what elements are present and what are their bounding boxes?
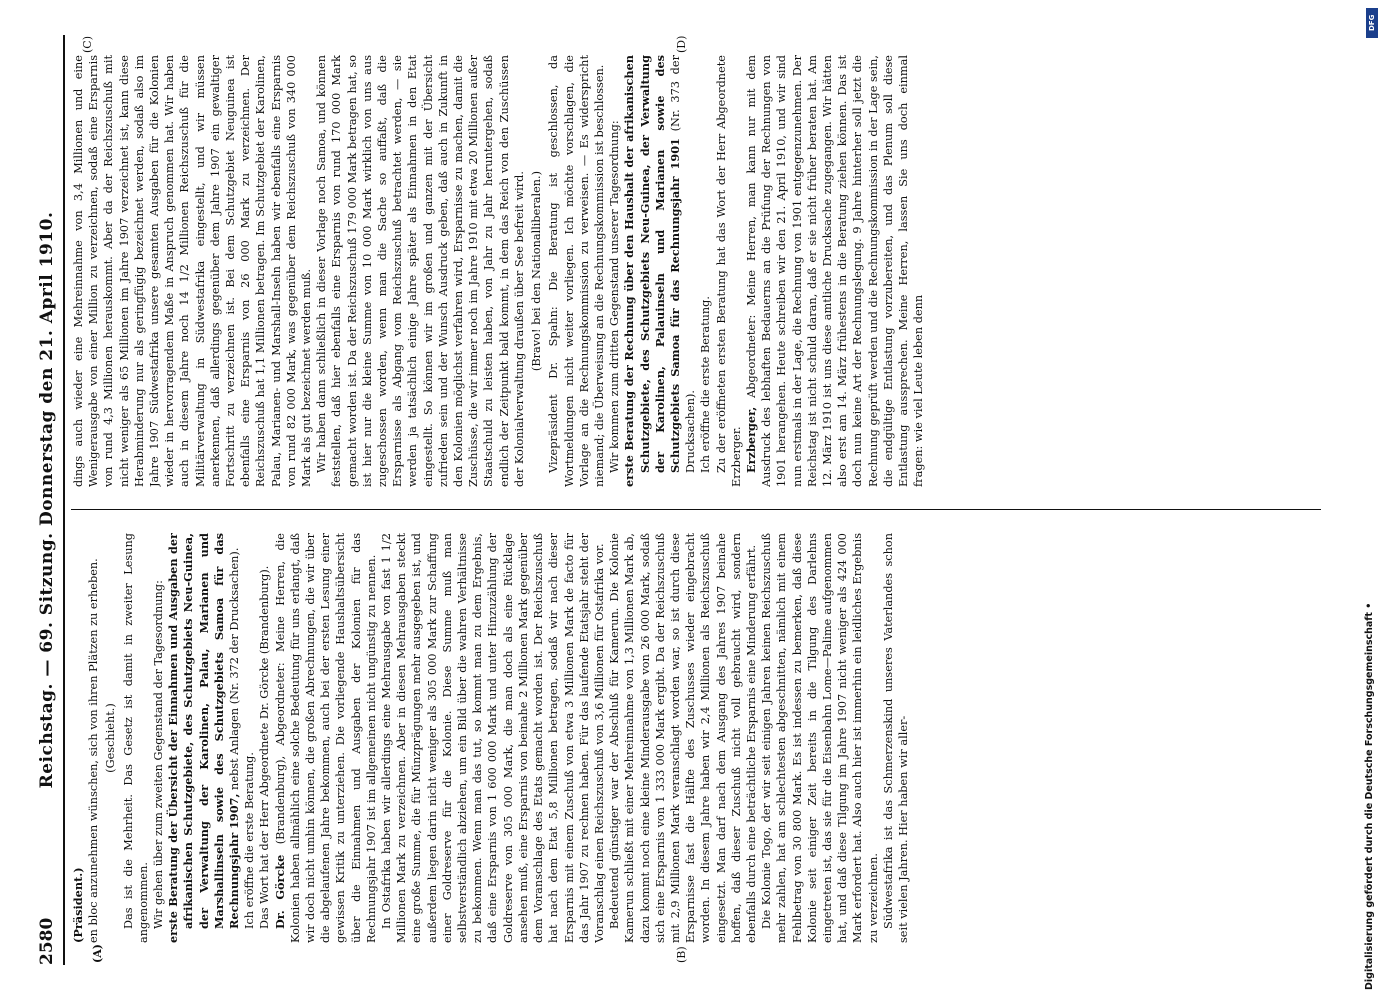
- margin-mark-d: (D): [675, 35, 688, 53]
- paragraph: Südwestafrika ist das Schmerzenskind unseres Vaterlandes schon seit vielen Jahren. Hier haben wir aller-: [881, 533, 910, 943]
- paragraph: Zu der eröffneten ersten Beratung hat das Wort der Herr Abgeordnete Erzberger.: [714, 55, 743, 487]
- speech-paragraph: [273, 533, 379, 943]
- page-number: 2580: [37, 917, 57, 965]
- margin-mark-b: (B): [675, 946, 688, 963]
- speaker-name: Dr. Görcke: [272, 854, 287, 929]
- stage-direction: (Bravo! bei den Nationalliberalen.): [530, 170, 544, 372]
- speaker-name: Erzberger,: [743, 406, 758, 473]
- dfg-logo: DFG: [1366, 8, 1378, 38]
- speaker-label-president: (Präsident.): [71, 867, 85, 943]
- margin-mark-a: (A): [91, 944, 104, 963]
- column-divider: [71, 509, 1321, 510]
- page-header: [35, 35, 63, 965]
- agenda-item: [166, 533, 242, 943]
- stage-direction: (Geschieht.): [104, 703, 118, 773]
- paragraph: en bloc anzunehmen wünschen, sich von ihren Plätzen zu erheben.: [87, 558, 101, 943]
- speech-text: Abgeordneter: Meine Herren, man kann nur mit dem Ausdruck des lebhaften Bedauerns an die Prüfung der Rechnungen von 1901 herangehen. Heute schreiben wir den 21. April 1910, und wir sind nun erstmals in der Lage, die Rechnung von 1901 entgegenzunehmen. Der Reichstag ist nicht schuld daran, daß er sie nicht früher beraten hat. Am 12. März 1910 ist uns diese amtliche Drucksache zugegangen. Wir hätten also erst am 14. März frühestens in die Beratung ziehen können. Das ist doch nun keine Art der Rechnungslegung. 9 Jahre hinterher soll jetzt die Rechnung geprüft werden und die Rechnungskommission in der Lage sein, die endgültige Entlastung vorzubereiten, und das Plenum soll diese Entlastung aussprechen. Meine Herren, lassen Sie uns doch einmal fragen: wie viel Leute leben denn: [744, 55, 926, 487]
- agenda-item-note: (Nr. 373 der Drucksachen).: [668, 55, 698, 473]
- speech-paragraph: [744, 55, 926, 487]
- paragraph: In Ostafrika haben wir allerdings eine Mehrausgabe von fast 1 1/2 Millionen Mark zu verzeichnen. Aber in diesen Mehrausgaben steckt eine große Summe, die für Münzprägungen mehr ausgegeben ist, und außerdem liegen darin nicht weniger als 305 000 Mark zur Schaffung einer Goldreserve für die Kolonie. Diese Summe muß man selbstverständlich abziehen, um ein Bild über die wahren Verhältnisse zu bekommen. Wenn man das tut, so kommt man zu dem Ergebnis, daß eine Ersparnis von 1 600 000 Mark und unter Hinzuzählung der Goldreserve von 305 000 Mark, die man doch als eine Rücklage ansehen muß, eine Ersparnis von beinahe 2 Millionen Mark gegenüber dem Voranschlage des Etats gemacht worden ist. Der Reichszuschuß hat nach dem Etat 5,8 Millionen betragen, sodaß wir nach dieser Ersparnis mit einem Zuschuß von etwa 3 Millionen Mark de facto für das Jahr 1907 zu rechnen haben. Für das laufende Etatsjahr steht der Voranschlag einen Reichszuschuß von 3,6 Millionen für Ostafrika vor.: [380, 533, 606, 943]
- right-column: [71, 55, 1321, 487]
- paragraph: Vizepräsident Dr. Spahn: Die Beratung ist geschlossen, da Wortmeldungen nicht weiter vorliegen. Ich möchte vorschlagen, die Vorlage an die Rechnungskommission zu verweisen. — Es widerspricht niemand; die Überweisung an die Rechnungskommission ist beschlossen.: [547, 55, 606, 487]
- paragraph: Das Wort hat der Herr Abgeordnete Dr. Görcke (Brandenburg).: [258, 565, 272, 929]
- speech-text: (Brandenburg), Abgeordneter: Meine Herren, die Kolonien haben allmählich eine solche Bedeutung für uns erlangt, daß wir doch nicht umhin können, die großen Abrechnungen, die wir über die abgelaufenen Jahre bekommen, auch bei der ersten Lesung einer gewissen Kritik zu unterziehen. Die vorliegende Haushaltsübersicht über die Einnahmen und Ausgaben der Kolonien für das Rechnungsjahr 1907 ist im allgemeinen nicht ungünstig zu nennen.: [273, 533, 378, 943]
- scanned-page: [35, 35, 1335, 965]
- agenda-item-note: nebst Anlagen (Nr. 372 der Drucksachen).: [228, 547, 242, 790]
- digitization-credit: Digitalisierung gefördert durch die Deutsche Forschungsgemeinschaft •: [1364, 602, 1375, 990]
- agenda-item: [622, 55, 698, 487]
- margin-mark-c: (C): [81, 36, 94, 53]
- paragraph: Das ist die Mehrheit. Das Gesetz ist damit in zweiter Lesung angenommen.: [121, 533, 150, 943]
- paragraph: Bedeutend günstiger war der Abschluß für Kamerun. Die Kolonie Kamerun schließt mit einer Mehreinnahme von 1,3 Millionen Mark ab, dazu kommt noch eine kleine Minderausgabe von 26 000 Mark, sodaß sich eine Ersparnis von 1 333 000 Mark ergibt. Da der Reichszuschuß mit 2,9 Millionen Mark veranschlagt worden war, so ist durch diese Ersparnisse fast die Hälfte des Zuschusses wieder eingebracht worden. In diesem Jahre haben wir 2,4 Millionen als Reichszuschuß eingesetzt. Man darf nach dem Ausgang des Jahres 1907 beinahe hoffen, daß dieser Zuschuß nicht voll gebraucht wird, sondern ebenfalls durch eine beträchtliche Ersparnis eine Minderung erfährt.: [608, 533, 758, 943]
- header-rule: [63, 35, 65, 965]
- paragraph: Ich eröffne die erste Beratung.: [243, 752, 257, 929]
- paragraph: Wir haben dann schließlich in dieser Vorlage noch Samoa, und können feststellen, daß hier ebenfalls eine Ersparnis von rund 170 000 Mark gemacht worden ist. Da der Reichszuschuß 179 000 Mark betragen hat, so ist hier nur die kleine Summe von 10 000 Mark wirklich von uns aus zugeschossen worden, wenn man die Sache so auffaßt, daß die Ersparnisse als Abgang vom Reichszuschuß betrachtet werden, — sie werden ja tatsächlich einige Jahre später als Einnahmen in den Etat eingestellt. So können wir im großen und ganzen mit der Übersicht zufrieden sein und der Wunsch Ausdruck geben, daß auch in Zukunft in den Kolonien möglichst verfahren wird, Ersparnisse zu machen, damit die Zuschüsse, die wir immer noch im Jahre 1910 mit etwa 20 Millionen außer Staatschuld zu leisten haben, von Jahr zu Jahr heruntergehen, sodaß endlich der Zeitpunkt bald kommt, in dem das Reich von den Zuschüssen der Kolonialverwaltung draußen über See befreit wird.: [315, 55, 526, 487]
- paragraph: Die Kolonie Togo, der wir seit einigen Jahren keinen Reichszuschuß mehr zahlen, hat am schlechtesten abgeschnitten, nämlich mit einem Fehlbetrag von 30 800 Mark. Es ist indessen zu bemerken, daß diese Kolonie seit einiger Zeit bereits in die Tilgung des Darlehns eingetreten ist, das sie für die Eisenbahn Lome—Palime aufgenommen hat, und daß diese Tilgung im Jahre 1907 nicht weniger als 424 000 Mark erfordert hat. Also auch hier ist immerhin ein leidliches Ergebnis zu verzeichnen.: [760, 533, 880, 943]
- paragraph: Wir gehen über zum zweiten Gegenstand der Tagesordnung:: [152, 580, 166, 929]
- left-column: [71, 533, 1321, 943]
- paragraph: Wir kommen zum dritten Gegenstand unserer Tagesordnung:: [608, 120, 622, 473]
- paragraph: Ich eröffne die erste Beratung.: [699, 296, 713, 473]
- paragraph: dings auch wieder eine Mehreinnahme von 3,4 Millionen und eine Wenigerausgabe von einer Million zu verzeichnen, sodaß eine Ersparnis von rund 4,3 Millionen herauskommt. Aber da der Reichszuschuß mit nicht weniger als 65 Millionen im Jahre 1907 verzeichnet ist, kann diese Herabminderung nur als geringfügig bezeichnet werden, sodaß also im Jahre 1907 Südwestafrika unsere gesamten Ausgaben für die Kolonien wieder in hervorragendem Maße in Anspruch genommen hat. Wir haben auch in diesem Jahre noch 14 1/2 Millionen Reichszuschuß für die Militärverwaltung in Südwestafrika eingestellt, und wir müssen anerkennen, daß allerdings gegenüber dem Jahre 1907 ein gewaltiger Fortschritt zu verzeichnen ist. Bei dem Schutzgebiet Neuguinea ist ebenfalls eine Ersparnis von 26 000 Mark zu verzeichnen. Der Reichszuschuß hat 1,1 Millionen betragen. Im Schutzgebiet der Karolinen, Palau, Marianen- und Marshall-Inseln haben wir ebenfalls eine Ersparnis von rund 82 000 Mark, was gegenüber dem Reichszuschuß von 340 000 Mark als gut bezeichnet werden muß.: [72, 55, 314, 487]
- agenda-item-title: erste Beratung der Übersicht der Einnahmen und Ausgaben der afrikanischen Schutzgebiete, des Schutzgebiets Neu-Guinea, der Verwaltung der Karolinen, Palau, Marianen und Marshallinseln sowie des Schutzgebiets Samoa für das Rechnungsjahr 1907,: [166, 533, 242, 943]
- page-title: Reichstag. — 69. Sitzung. Donnerstag den 21. April 1910.: [37, 211, 57, 789]
- agenda-item-title: erste Beratung der Rechnung über den Haushalt der afrikanischen Schutzgebiete, des Schutzgebiets Neu-Guinea, der Verwaltung der Karolinen, Palauinseln und Marianen sowie des Schutzgebiets Samoa für das Rechnungsjahr 1901: [622, 55, 682, 487]
